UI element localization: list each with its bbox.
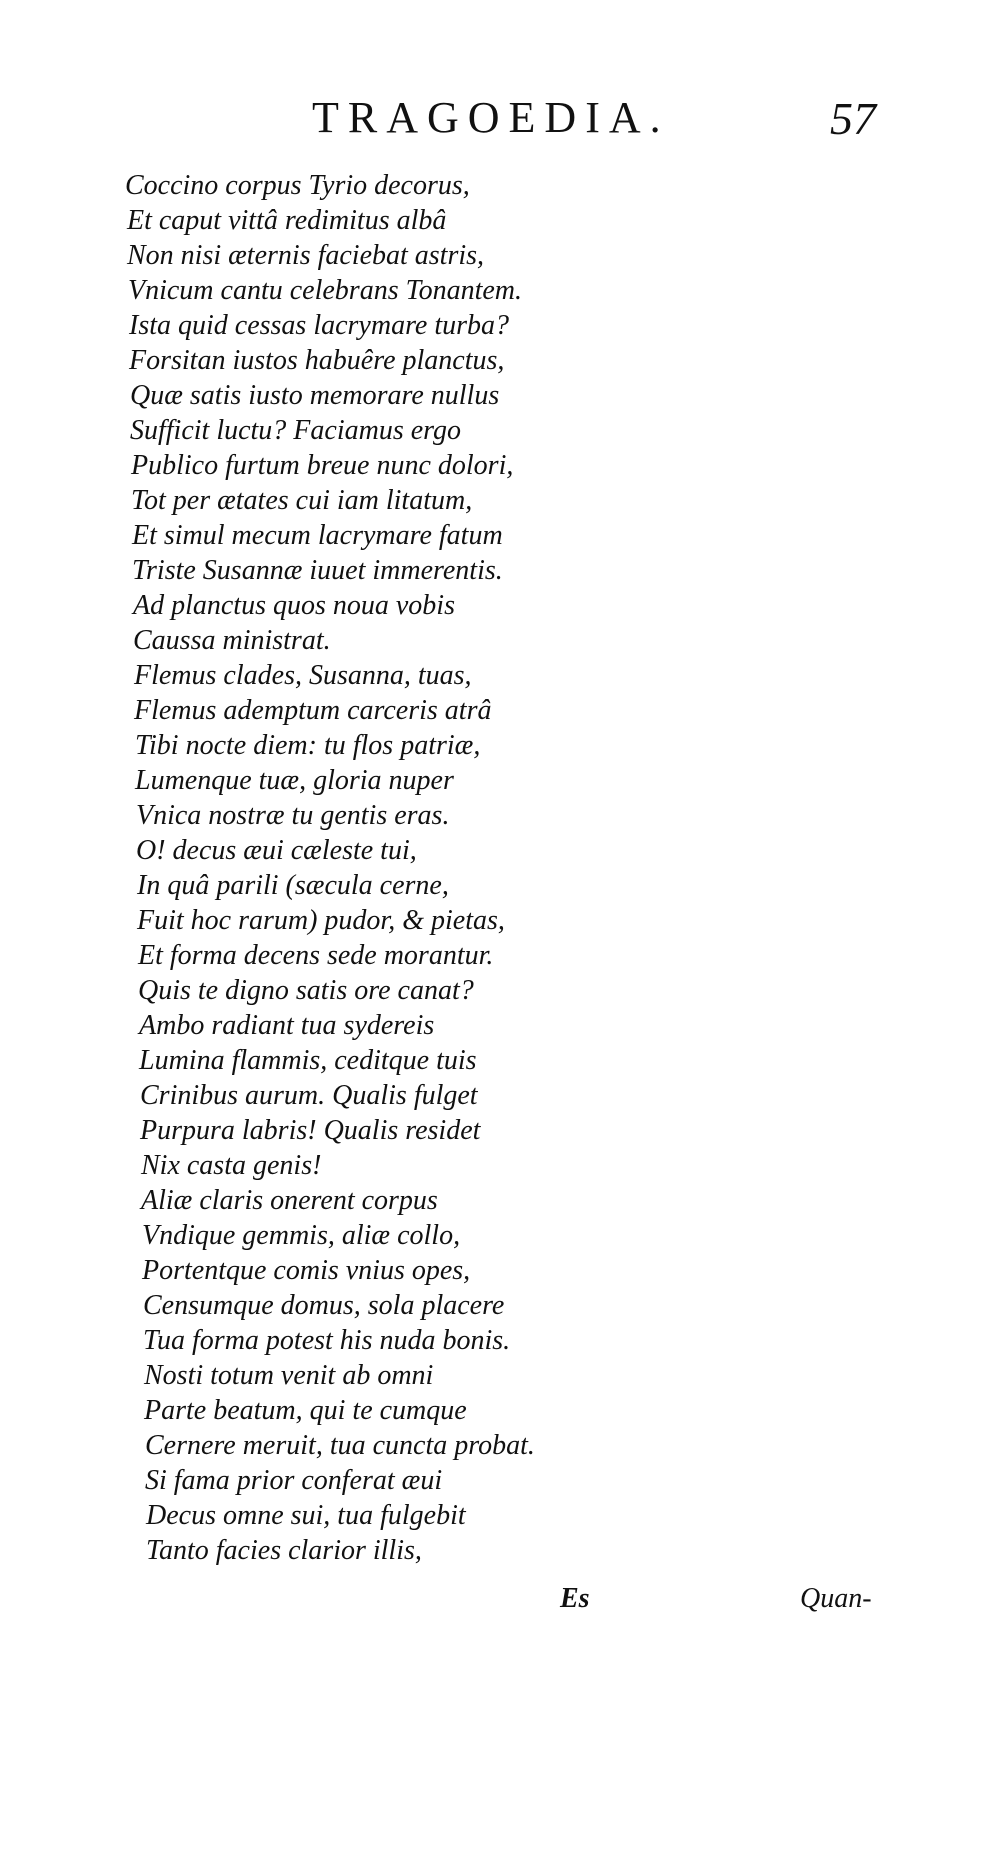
verse-line: Aliæ claris onerent corpus <box>141 1185 438 1216</box>
verse-line: Et forma decens sede morantur. <box>138 940 494 971</box>
verse-line: Et caput vittâ redimitus albâ <box>127 205 447 236</box>
verse-line: Lumenque tuæ, gloria nuper <box>135 765 454 796</box>
verse-line: Flemus clades, Susanna, tuas, <box>134 660 472 691</box>
verse-line: Cernere meruit, tua cuncta probat. <box>145 1430 535 1461</box>
verse-line: Tanto facies clarior illis, <box>146 1535 422 1566</box>
verse-line: Si fama prior conferat æui <box>145 1465 443 1496</box>
verse-line: Ad planctus quos noua vobis <box>133 590 455 621</box>
verse-line: Quis te digno satis ore canat? <box>138 975 474 1006</box>
verse-line: Nix casta genis! <box>141 1150 322 1181</box>
verse-line: Coccino corpus Tyrio decorus, <box>125 170 470 201</box>
verse-line: Tua forma potest his nuda bonis. <box>143 1325 511 1356</box>
verse-line: Crinibus aurum. Qualis fulget <box>140 1080 478 1111</box>
verse-line: Forsitan iustos habuêre planctus, <box>129 345 505 376</box>
verse-line: Non nisi æternis faciebat astris, <box>127 240 485 271</box>
verse-line: Decus omne sui, tua fulgebit <box>146 1500 466 1531</box>
page-number: 57 <box>830 93 876 144</box>
verse-line: Sufficit luctu? Faciamus ergo <box>130 415 462 446</box>
verse-line: Triste Susannæ iuuet immerentis. <box>132 555 503 586</box>
verse-line: Vndique gemmis, aliæ collo, <box>142 1220 461 1251</box>
catchword-right: Quan- <box>800 1583 872 1614</box>
verse-line: Publico furtum breue nunc dolori, <box>131 450 514 481</box>
verse-line: In quâ parili (sæcula cerne, <box>137 870 449 901</box>
verse-line: Ambo radiant tua sydereis <box>139 1010 435 1041</box>
verse-line: Ista quid cessas lacrymare turba? <box>129 310 510 341</box>
verse-line: Tibi nocte diem: tu flos patriæ, <box>135 730 481 761</box>
verse-line: Censumque domus, sola placere <box>143 1290 505 1321</box>
verse-line: Portentque comis vnius opes, <box>142 1255 471 1286</box>
verse-line: Lumina flammis, ceditque tuis <box>139 1045 477 1076</box>
catchword-left: Es <box>560 1583 590 1614</box>
running-title: TRAGOEDIA. <box>312 93 670 142</box>
verse-line: Tot per ætates cui iam litatum, <box>131 485 473 516</box>
verse-line: O! decus æui cæleste tui, <box>136 835 417 866</box>
verse-line: Fuit hoc rarum) pudor, & pietas, <box>137 905 505 936</box>
verse-line: Quæ satis iusto memorare nullus <box>130 380 500 411</box>
verse-line: Vnicum cantu celebrans Tonantem. <box>128 275 523 306</box>
verse-line: Et simul mecum lacrymare fatum <box>132 520 503 551</box>
verse-line: Parte beatum, qui te cumque <box>144 1395 467 1426</box>
verse-line: Vnica nostræ tu gentis eras. <box>136 800 450 831</box>
verse-line: Purpura labris! Qualis residet <box>140 1115 481 1146</box>
verse-block <box>125 168 765 1568</box>
verse-line: Caussa ministrat. <box>133 625 331 656</box>
verse-line: Nosti totum venit ab omni <box>144 1360 434 1391</box>
verse-line: Flemus ademptum carceris atrâ <box>134 695 492 726</box>
